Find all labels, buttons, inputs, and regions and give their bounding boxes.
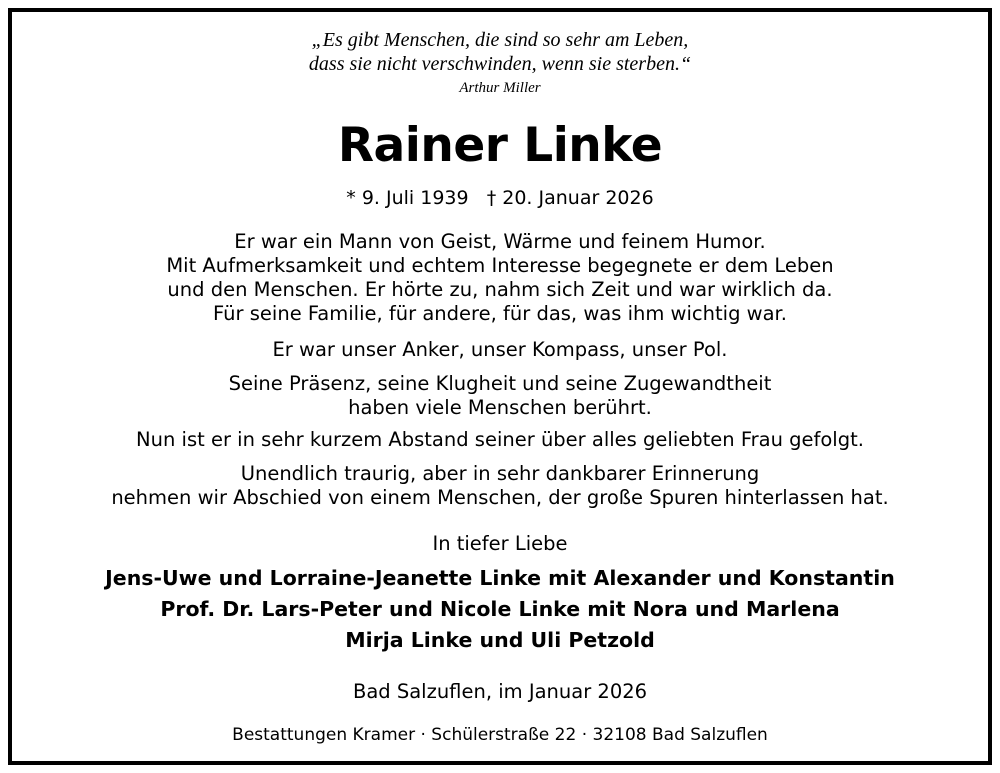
- tribute-line: Er war unser Anker, unser Kompass, unser Pol.: [272, 338, 728, 361]
- tribute-line: Mit Aufmerksamkeit und echtem Interesse begegnete er dem Leben: [166, 254, 834, 277]
- tribute-line: und den Menschen. Er hörte zu, nahm sich Zeit und war wirklich da.: [167, 278, 833, 301]
- tribute-line: Seine Präsenz, seine Klugheit und seine Zugewandtheit: [228, 372, 772, 395]
- deceased-name: Rainer Linke: [337, 118, 663, 173]
- tribute-line: Unendlich traurig, aber in sehr dankbarer Erinnerung: [240, 462, 760, 485]
- tribute-line: Für seine Familie, für andere, für das, was ihm wichtig war.: [213, 302, 787, 325]
- life-dates: * 9. Juli 1939 † 20. Januar 2026: [346, 187, 654, 209]
- tribute-line: haben viele Menschen berührt.: [348, 396, 652, 419]
- place-date: Bad Salzuflen, im Januar 2026: [352, 680, 648, 703]
- quote-line-1: „Es gibt Menschen, die sind so sehr am Leben,: [311, 29, 689, 51]
- tribute-line: nehmen wir Abschied von einem Menschen, der große Spuren hinterlassen hat.: [111, 486, 889, 509]
- family-line: Mirja Linke und Uli Petzold: [345, 628, 655, 652]
- farewell-text: In tiefer Liebe: [432, 532, 568, 555]
- tribute-line: Er war ein Mann von Geist, Wärme und feinem Humor.: [234, 230, 766, 253]
- quote-line-2: dass sie nicht verschwinden, wenn sie sterben.“: [308, 53, 692, 75]
- family-line: Jens-Uwe und Lorraine-Jeanette Linke mit Alexander und Konstantin: [105, 566, 895, 590]
- funeral-home: Bestattungen Kramer · Schülerstraße 22 · 32108 Bad Salzuflen: [232, 725, 768, 745]
- tribute-line: Nun ist er in sehr kurzem Abstand seiner über alles geliebten Frau gefolgt.: [136, 428, 864, 451]
- family-line: Prof. Dr. Lars-Peter und Nicole Linke mit Nora und Marlena: [160, 597, 840, 621]
- quote-author: Arthur Miller: [459, 80, 541, 96]
